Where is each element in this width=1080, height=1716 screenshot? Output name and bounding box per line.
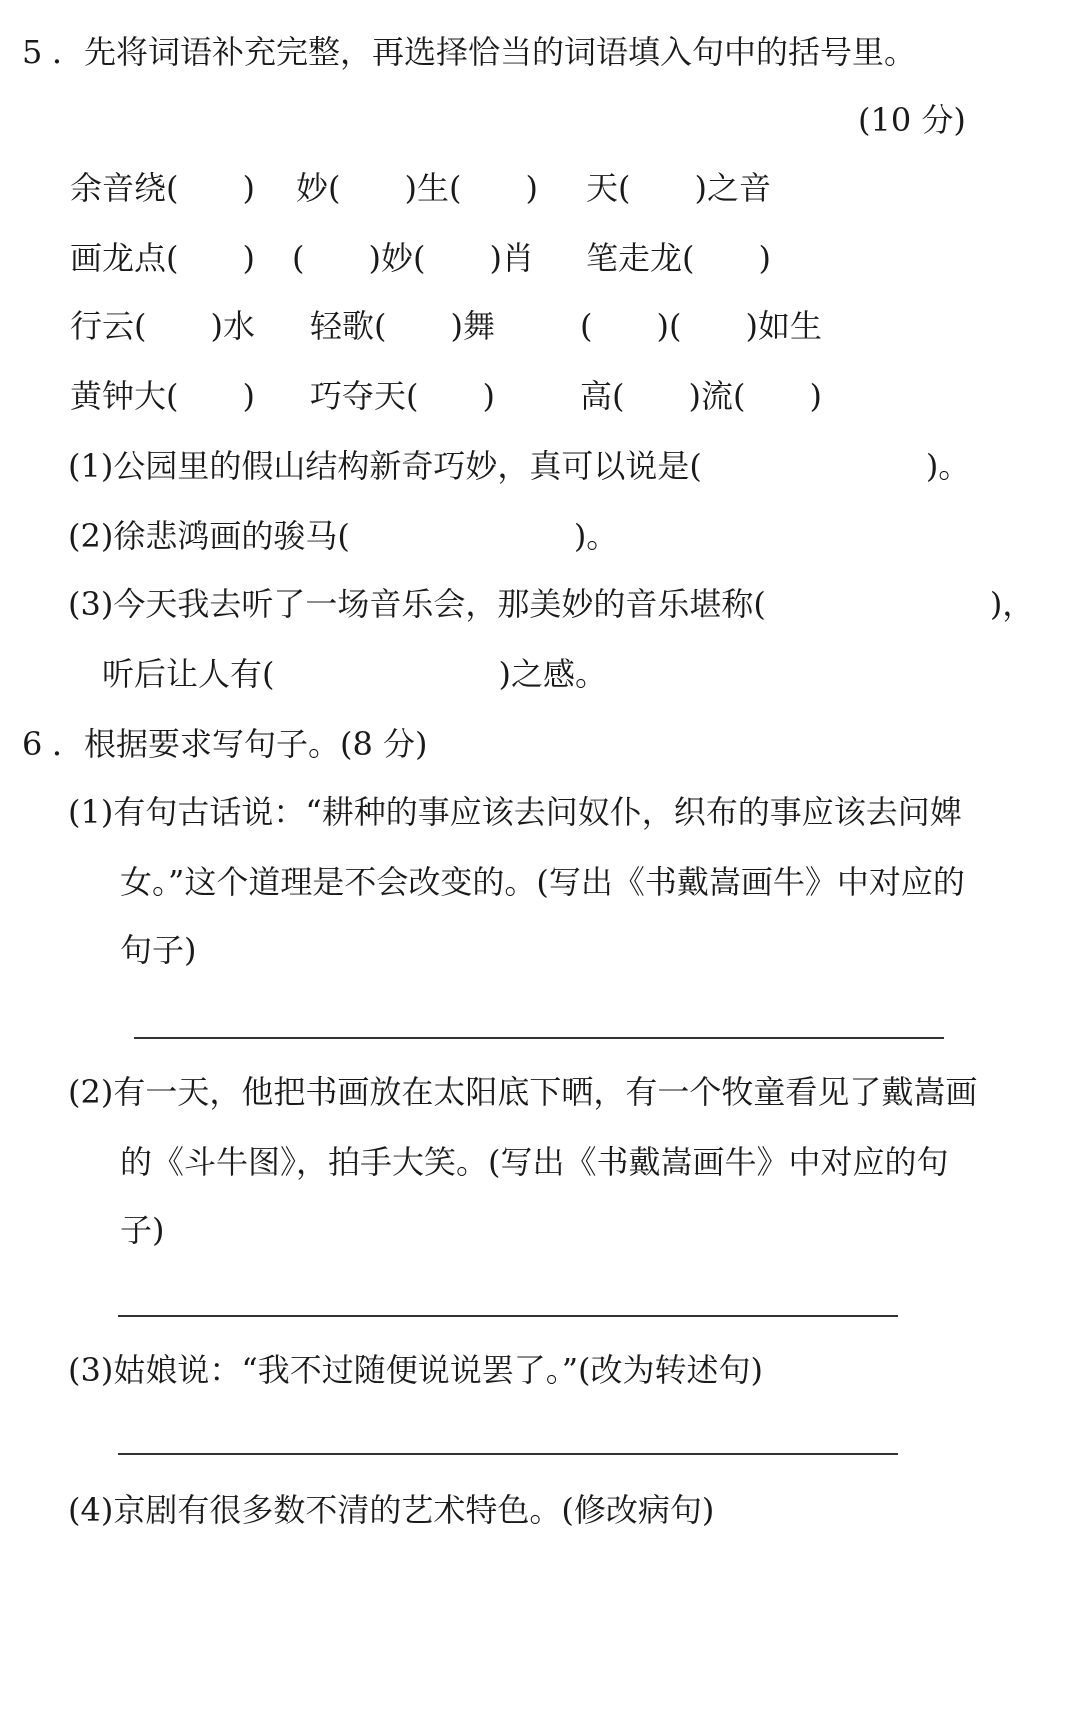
q6-item-3-line-1: (3)姑娘说：“我不过随便说说罢了。”(改为转述句)	[68, 1351, 764, 1389]
answer-line-3[interactable]	[118, 1453, 898, 1455]
word-blank-1: 余音绕( )	[70, 169, 255, 207]
q6-item-1-line-2: 女。”这个道理是不会改变的。(写出《书戴嵩画牛》中对应的	[120, 863, 965, 901]
word-blank-2: 妙( )生( )	[296, 169, 538, 207]
sentence-3-continued: 听后让人有( )之感。	[102, 655, 607, 693]
question-6-number: 6	[22, 725, 43, 763]
word-blank-4: 画龙点( )	[70, 239, 255, 277]
word-blank-11: 巧夺天( )	[310, 377, 495, 415]
word-blank-10: 黄钟大( )	[70, 377, 255, 415]
word-blank-3: 天( )之音	[586, 169, 771, 207]
sentence-2: (2)徐悲鸿画的骏马( )。	[68, 517, 619, 555]
q6-item-2-line-1: (2)有一天，他把书画放在太阳底下晒，有一个牧童看见了戴嵩画	[68, 1073, 978, 1111]
word-blank-12: 高( )流( )	[580, 377, 822, 415]
question-5-stem: ．先将词语补充完整，再选择恰当的词语填入句中的括号里。	[52, 33, 917, 71]
answer-line-1[interactable]	[134, 1037, 944, 1039]
q6-item-1-line-3: 句子)	[120, 931, 197, 969]
q6-item-1-line-1: (1)有句古话说：“耕种的事应该去问奴仆，织布的事应该去问婢	[68, 793, 962, 831]
word-blank-5: ( )妙( )肖	[292, 239, 534, 277]
word-blank-6: 笔走龙( )	[586, 239, 771, 277]
sentence-3: (3)今天我去听了一场音乐会，那美妙的音乐堪称( )，	[68, 585, 1035, 623]
question-5-number: 5	[22, 33, 43, 71]
q6-item-2-line-2: 的《斗牛图》，拍手大笑。(写出《书戴嵩画牛》中对应的句	[120, 1143, 949, 1181]
question-6-stem: ．根据要求写句子。(8 分)	[52, 725, 428, 763]
sentence-1: (1)公园里的假山结构新奇巧妙，真可以说是( )。	[68, 447, 971, 485]
answer-line-2[interactable]	[118, 1315, 898, 1317]
word-blank-9: ( )( )如生	[580, 307, 822, 345]
q6-item-4-line-1: (4)京剧有很多数不清的艺术特色。(修改病句)	[68, 1491, 715, 1529]
q6-item-2-line-3: 子)	[120, 1211, 165, 1249]
word-blank-8: 轻歌( )舞	[310, 307, 495, 345]
question-5-score: (10 分)	[858, 101, 966, 139]
word-blank-7: 行云( )水	[70, 307, 255, 345]
